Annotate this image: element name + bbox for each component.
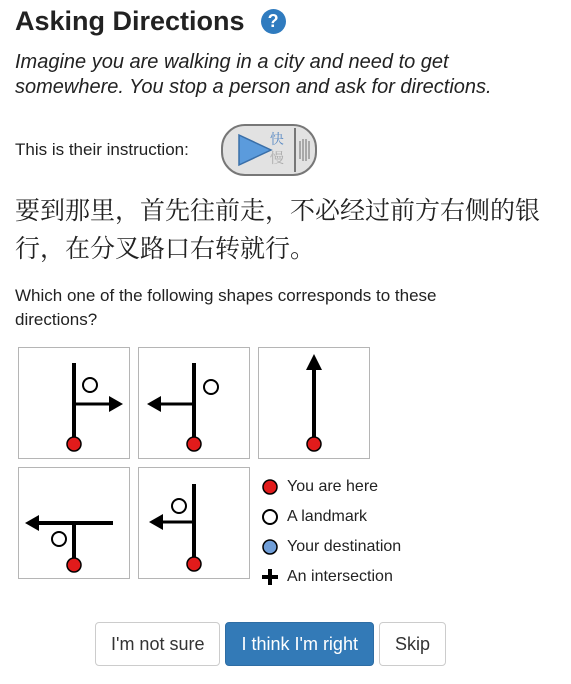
legend-item xyxy=(260,562,401,592)
instruction-text: 要到那里，首先往前走，不必经过前方右侧的银行，在分叉路口右转就行。 xyxy=(15,196,541,263)
fast-speed-label[interactable]: 快 xyxy=(269,131,284,147)
shape-option-5[interactable] xyxy=(138,467,250,579)
intro-text: Imagine you are walking in a city and need to get somewhere. You stop a person and ask for directions. xyxy=(15,51,492,98)
answer-buttons xyxy=(95,622,451,666)
header xyxy=(15,6,286,37)
legend-item xyxy=(260,472,401,502)
not-sure-button[interactable]: I'm not sure xyxy=(95,622,220,666)
skip-button[interactable]: Skip xyxy=(379,622,446,666)
speed-bars-icon[interactable] xyxy=(300,139,309,161)
shape-option-1[interactable] xyxy=(18,347,130,459)
question-text: Which one of the following shapes corresponds to these directions? xyxy=(15,286,437,329)
legend-item xyxy=(260,532,401,562)
blue-dot-icon xyxy=(261,538,279,556)
think-right-button[interactable]: I think I'm right xyxy=(225,622,373,666)
slow-speed-label[interactable]: 慢 xyxy=(269,150,284,166)
instruction-label: This is their instruction: xyxy=(15,140,189,159)
play-icon[interactable] xyxy=(239,135,271,165)
legend-label: An intersection xyxy=(287,568,393,585)
legend xyxy=(260,472,401,592)
legend-label: A landmark xyxy=(287,508,368,525)
red-dot-icon xyxy=(261,478,279,496)
help-icon[interactable]: ? xyxy=(261,9,286,34)
instruction-row xyxy=(15,124,317,176)
audio-player[interactable] xyxy=(221,124,317,176)
landmark-circle-icon xyxy=(261,508,279,526)
legend-label: Your destination xyxy=(287,538,402,555)
shape-option-4[interactable] xyxy=(18,467,130,579)
legend-label: You are here xyxy=(287,478,379,495)
shape-option-3[interactable] xyxy=(258,347,370,459)
page-title: Asking Directions xyxy=(15,6,245,36)
intersection-cross-icon xyxy=(261,568,279,586)
shape-option-2[interactable] xyxy=(138,347,250,459)
legend-item xyxy=(260,502,401,532)
